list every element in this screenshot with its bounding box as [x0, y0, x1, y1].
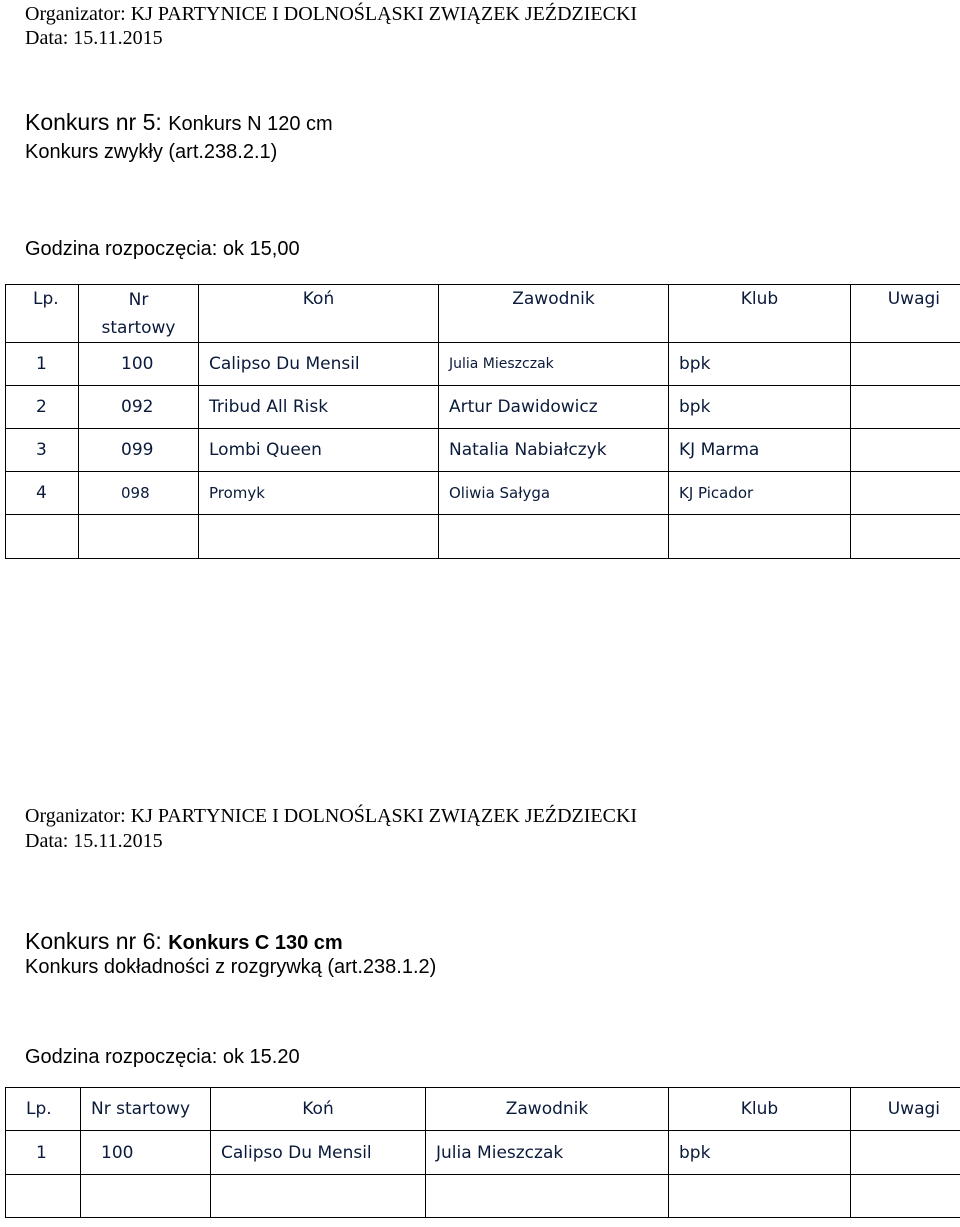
cell-club: KJ Marma: [669, 429, 851, 472]
header-lp: Lp.: [6, 1088, 81, 1131]
cell-empty: [211, 1175, 426, 1218]
cell-club: bpk: [669, 343, 851, 386]
cell-start-number: 098: [79, 472, 199, 515]
table-row: [6, 386, 960, 429]
table-header-row: [6, 285, 960, 343]
start-list-table: [5, 1087, 960, 1218]
competition-rules: Konkurs zwykły (art.238.2.1): [25, 141, 278, 163]
header-rider: Zawodnik: [426, 1088, 669, 1131]
header-club: Klub: [669, 285, 851, 343]
cell-empty: [851, 515, 960, 559]
table-row: [6, 343, 960, 386]
cell-club: bpk: [669, 1131, 851, 1175]
header-lp: Lp.: [6, 285, 79, 343]
table-row: [6, 429, 960, 472]
cell-empty: [79, 515, 199, 559]
cell-start-number: 100: [81, 1131, 211, 1175]
cell-horse: Calipso Du Mensil: [211, 1131, 426, 1175]
competition-number: Konkurs nr 6:: [25, 928, 162, 954]
competition-title: [25, 928, 343, 956]
table-row: [6, 1131, 960, 1175]
header-start-number: [79, 285, 199, 343]
competition-number: Konkurs nr 5:: [25, 109, 162, 135]
date-line: Data: 15.11.2015: [25, 27, 163, 49]
cell-empty: [439, 515, 669, 559]
table-row: [6, 472, 960, 515]
cell-start-number: 100: [79, 343, 199, 386]
cell-lp: 4: [6, 472, 79, 515]
header-club: Klub: [669, 1088, 851, 1131]
date-line: Data: 15.11.2015: [25, 830, 163, 852]
cell-lp: 1: [6, 343, 79, 386]
table-row-empty: [6, 515, 960, 559]
cell-club: bpk: [669, 386, 851, 429]
header-rider: Zawodnik: [439, 285, 669, 343]
cell-empty: [6, 515, 79, 559]
cell-rider: Julia Mieszczak: [439, 343, 669, 386]
organizer-line: Organizator: KJ PARTYNICE I DOLNOŚLĄSKI ZWIĄZEK JEŹDZIECKI: [25, 805, 638, 827]
cell-rider: Julia Mieszczak: [426, 1131, 669, 1175]
header-notes: Uwagi: [851, 1088, 960, 1131]
header-horse: Koń: [211, 1088, 426, 1131]
cell-empty: [669, 515, 851, 559]
cell-horse: Lombi Queen: [199, 429, 439, 472]
cell-empty: [426, 1175, 669, 1218]
table-header-row: [6, 1088, 960, 1131]
cell-lp: 1: [6, 1131, 81, 1175]
header-notes: Uwagi: [851, 285, 960, 343]
cell-notes: [851, 386, 960, 429]
header-start-number-line2: startowy: [101, 317, 176, 338]
cell-empty: [851, 1175, 960, 1218]
competition-rules: Konkurs dokładności z rozgrywką (art.238.1.2): [25, 956, 437, 978]
cell-horse: Tribud All Risk: [199, 386, 439, 429]
cell-club: KJ Picador: [669, 472, 851, 515]
cell-start-number: 099: [79, 429, 199, 472]
competition-name: Konkurs N 120 cm: [168, 113, 333, 135]
header-horse: Koń: [199, 285, 439, 343]
cell-start-number: 092: [79, 386, 199, 429]
cell-empty: [6, 1175, 81, 1218]
cell-empty: [81, 1175, 211, 1218]
cell-horse: Calipso Du Mensil: [199, 343, 439, 386]
cell-lp: 3: [6, 429, 79, 472]
header-start-number-line1: Nr: [128, 289, 149, 310]
cell-rider: Oliwia Sałyga: [439, 472, 669, 515]
organizer-line: Organizator: KJ PARTYNICE I DOLNOŚLĄSKI ZWIĄZEK JEŹDZIECKI: [25, 3, 638, 25]
cell-notes: [851, 343, 960, 386]
cell-notes: [851, 1131, 960, 1175]
cell-notes: [851, 472, 960, 515]
cell-rider: Natalia Nabiałczyk: [439, 429, 669, 472]
cell-empty: [199, 515, 439, 559]
cell-empty: [669, 1175, 851, 1218]
start-time: Godzina rozpoczęcia: ok 15,00: [25, 238, 300, 260]
cell-notes: [851, 429, 960, 472]
cell-lp: 2: [6, 386, 79, 429]
competition-title: [25, 109, 333, 137]
cell-rider: Artur Dawidowicz: [439, 386, 669, 429]
start-time: Godzina rozpoczęcia: ok 15.20: [25, 1046, 300, 1068]
competition-name: Konkurs C 130 cm: [168, 932, 343, 954]
cell-horse: Promyk: [199, 472, 439, 515]
header-start-number: Nr startowy: [81, 1088, 211, 1131]
start-list-table: [5, 284, 960, 559]
table-row-empty: [6, 1175, 960, 1218]
